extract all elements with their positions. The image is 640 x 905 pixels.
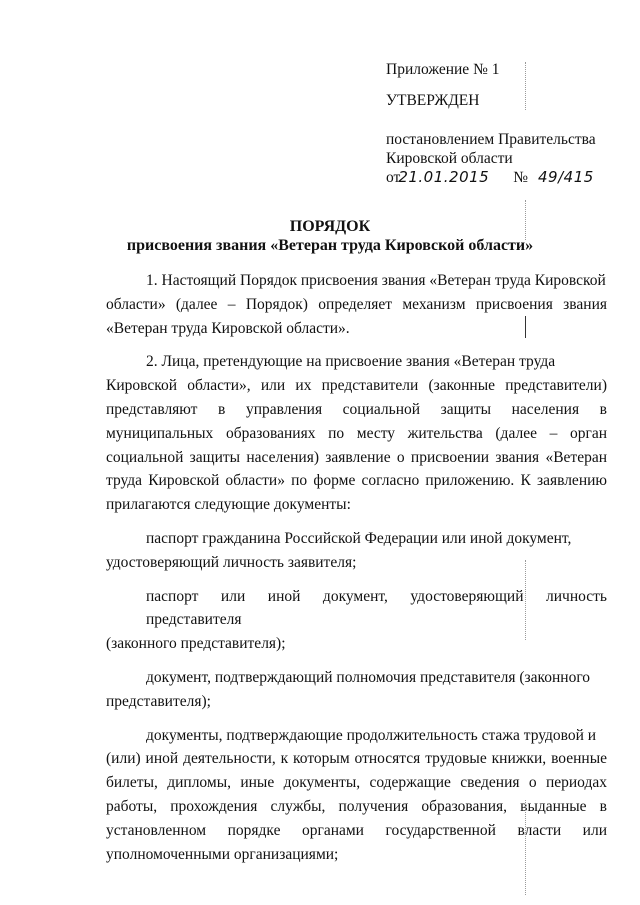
paragraph-1 xyxy=(106,269,607,340)
document-body xyxy=(106,269,607,866)
decree-line-2: Кировской области xyxy=(386,150,513,167)
list-item-work-experience-first-line: документы, подтверждающие продолжительность стажа трудовой и xyxy=(146,726,597,744)
scan-artifact-dots xyxy=(525,200,527,240)
handwritten-date: 21.01.2015 xyxy=(398,168,490,186)
paragraph-1-first-line: 1. Настоящий Порядок присвоения звания «Ветеран труда Кировской xyxy=(146,272,606,289)
list-item-work-experience-text: (или) иной деятельности, к которым относятся трудовые книжки, военные билеты, дипломы, иные документы, содержащие сведения о периодах работы, прохождения службы, получения образования, выданные в установленном порядке органами государственной власти или уполномоченными организациями; xyxy=(106,750,607,863)
decree-date-number-line xyxy=(386,168,626,187)
approved-stamp-text: УТВЕРЖДЕН xyxy=(386,92,480,109)
paragraph-1-text: области» (далее – Порядок) определяет механизм присвоения звания «Ветеран труда Кировской области». xyxy=(106,295,607,337)
list-item-passport-first-line: паспорт гражданина Российской Федерации или иной документ, xyxy=(146,529,572,547)
list-item-representative-id-text: (законного представителя); xyxy=(106,635,286,653)
handwritten-number: 49/415 xyxy=(538,168,594,186)
list-item-passport xyxy=(106,527,607,575)
decree-line-1: постановлением Правительства xyxy=(386,131,596,148)
document-subheading: присвоения звания «Ветеран труда Кировской области» xyxy=(126,237,534,254)
scan-artifact-dots xyxy=(525,560,527,640)
list-item-authority-document xyxy=(106,666,607,714)
scan-artifact-dots xyxy=(525,800,527,895)
document-heading: ПОРЯДОК xyxy=(289,218,371,235)
list-item-authority-document-first-line: документ, подтверждающий полномочия представителя (законного xyxy=(146,668,591,686)
list-item-authority-document-text: представителя); xyxy=(106,692,211,710)
paragraph-2 xyxy=(106,350,607,517)
list-item-passport-text: удостоверяющий личность заявителя; xyxy=(106,553,357,571)
appendix-number: Приложение № 1 xyxy=(386,61,500,78)
list-item-representative-id xyxy=(106,585,607,656)
number-sign: № xyxy=(513,169,529,186)
list-item-representative-id-first-line: паспорт или иной документ, удостоверяющий личность представителя xyxy=(146,587,607,629)
scan-artifact-dots xyxy=(525,62,527,110)
approval-block xyxy=(386,60,626,187)
list-item-work-experience xyxy=(106,724,607,867)
paragraph-2-text: Кировской области», или их представители (законные представители) представляют в управления социальной защиты населения в муниципальных образованиях по месту жительства (далее – орган социальной защиты населения) заявление о присвоении звания «Ветеран труда Кировской области» по форме согласно приложению. К заявлению прилагаются следующие документы: xyxy=(106,377,607,514)
paragraph-2-first-line: 2. Лица, претендующие на присвоение звания «Ветеран труда xyxy=(146,353,556,371)
date-prefix: от xyxy=(386,169,401,186)
scan-artifact-mark xyxy=(525,316,526,338)
